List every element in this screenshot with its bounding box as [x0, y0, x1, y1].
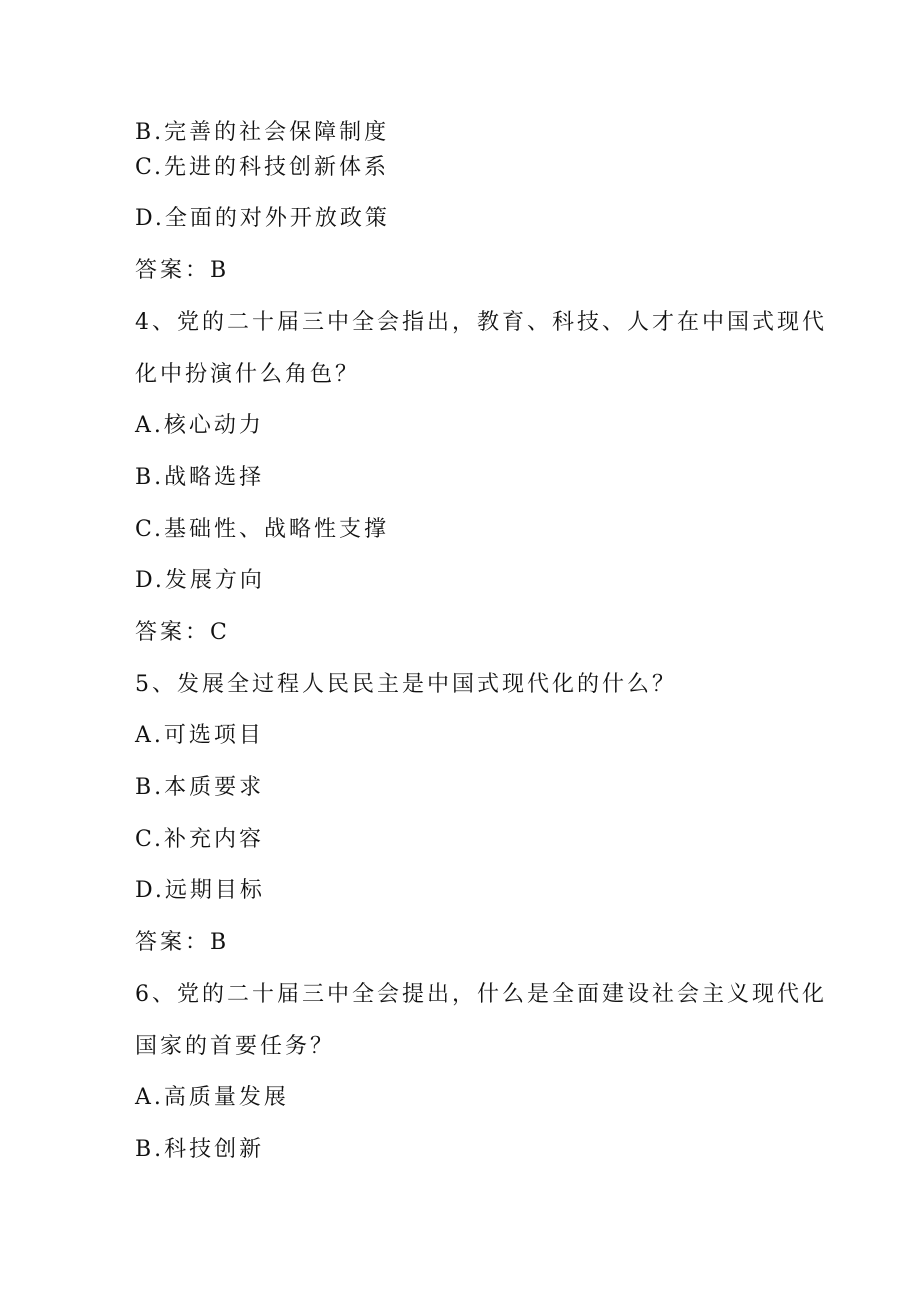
q3-option-c: C.先进的科技创新体系 [135, 155, 390, 180]
q3-option-d: D.全面的对外开放政策 [135, 206, 390, 231]
q5-option-d: D.远期目标 [135, 878, 265, 903]
q4-question-line-2: 化中扮演什么角色？ [135, 362, 361, 387]
q5-answer: 答案：B [135, 930, 230, 955]
q3-option-b: B.完善的社会保障制度 [135, 120, 390, 145]
q4-option-d: D.发展方向 [135, 568, 265, 593]
q4-option-b: B.战略选择 [135, 465, 265, 490]
q4-option-a: A.核心动力 [135, 413, 264, 438]
q5-option-c: C.补充内容 [135, 827, 265, 852]
q5-question: 5、发展全过程人民民主是中国式现代化的什么？ [135, 672, 677, 697]
q4-question-line-1: 4、党的二十届三中全会指出，教育、科技、人才在中国式现代 [135, 310, 827, 335]
q6-option-b: B.科技创新 [135, 1137, 265, 1162]
q4-option-c: C.基础性、战略性支撑 [135, 517, 390, 542]
q5-option-a: A.可选项目 [135, 723, 264, 748]
q6-option-a: A.高质量发展 [135, 1085, 289, 1110]
q6-question-line-1: 6、党的二十届三中全会提出，什么是全面建设社会主义现代化 [135, 982, 827, 1007]
q5-option-b: B.本质要求 [135, 775, 265, 800]
q4-answer: 答案：C [135, 620, 230, 645]
q6-question-line-2: 国家的首要任务？ [135, 1034, 336, 1059]
q3-answer: 答案：B [135, 258, 230, 283]
